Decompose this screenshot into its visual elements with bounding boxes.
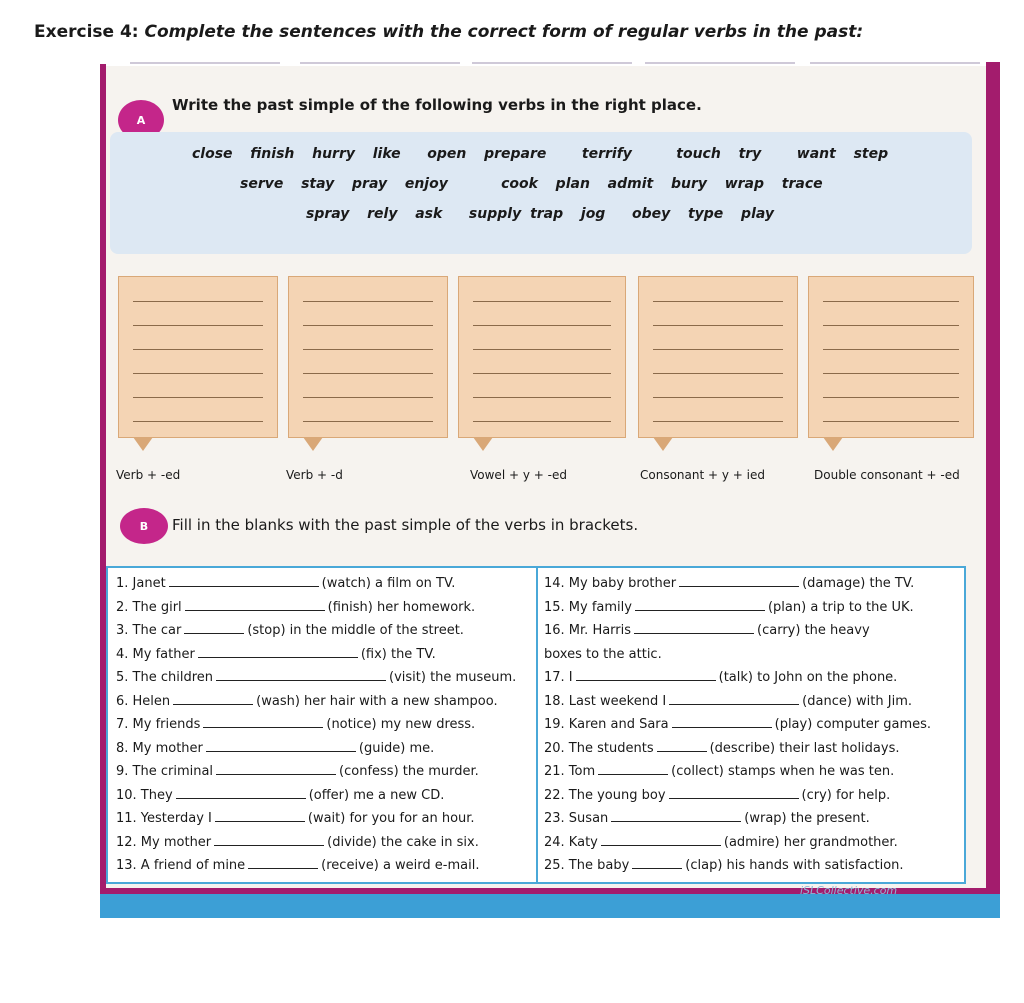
- sentence-row: [544, 666, 960, 690]
- sentence-row: [116, 619, 532, 643]
- word-bank-row: serve stay pray enjoy cook plan admit bury wrap trace: [240, 176, 823, 192]
- page-title: [34, 22, 863, 42]
- sentence-row: [116, 737, 532, 761]
- answer-blank[interactable]: [169, 574, 319, 587]
- sentence-row: [116, 854, 532, 878]
- sentence-rest: (offer) me a new CD.: [308, 787, 445, 803]
- category-label: Consonant + y + ied: [640, 468, 765, 482]
- sentence-row: [544, 690, 960, 714]
- sentence-row: [544, 713, 960, 737]
- answer-blank[interactable]: [657, 739, 707, 752]
- sentence-rest: (talk) to John on the phone.: [718, 670, 898, 685]
- sentence-row: [544, 784, 960, 808]
- sentence-rest: (finish) her homework.: [327, 599, 476, 615]
- sentence-subject: 2. The girl: [116, 599, 182, 615]
- sentence-rest: (collect) stamps when he was ten.: [671, 764, 895, 779]
- sentence-subject: 14. My baby brother: [544, 576, 677, 591]
- answer-blank[interactable]: [206, 739, 356, 752]
- sentence-subject: 6. Helen: [116, 693, 171, 709]
- column-divider: [536, 568, 538, 882]
- word-bank-row: close finish hurry like open prepare terrify touch try want step: [192, 146, 889, 162]
- answer-blank[interactable]: [669, 692, 799, 705]
- answer-blank[interactable]: [576, 668, 716, 681]
- sentence-rest: (divide) the cake in six.: [327, 834, 479, 850]
- sentence-subject: 8. My mother: [116, 740, 203, 756]
- sentence-row: [116, 784, 532, 808]
- answer-scroll[interactable]: [458, 276, 626, 438]
- answer-scroll[interactable]: [288, 276, 448, 438]
- answer-blank[interactable]: [598, 762, 668, 775]
- answer-blank[interactable]: [679, 574, 799, 587]
- sentences-right-column: [544, 572, 960, 878]
- sentence-rest: (carry) the heavy: [757, 623, 870, 638]
- answer-blank[interactable]: [632, 856, 682, 869]
- sentence-rest: (cry) for help.: [801, 787, 891, 803]
- sentence-subject: 16. Mr. Harris: [544, 623, 632, 638]
- sentence-rest: (visit) the museum.: [389, 670, 517, 685]
- sentence-row: [544, 807, 960, 831]
- sentence-rest: (guide) me.: [358, 740, 435, 756]
- sentence-rest: (admire) her grandmother.: [723, 834, 898, 850]
- section-b-badge: B: [120, 508, 168, 544]
- sentence-rest: (confess) the murder.: [339, 764, 479, 779]
- sentence-row: [116, 643, 532, 667]
- section-a-instruction: Write the past simple of the following verbs in the right place.: [172, 96, 702, 114]
- answer-blank[interactable]: [215, 809, 305, 822]
- sentence-rest: (wait) for you for an hour.: [307, 811, 475, 826]
- sentence-row: [116, 760, 532, 784]
- sentence-rest: (notice) my new dress.: [326, 717, 476, 732]
- sentence-subject: 20. The students: [544, 740, 654, 756]
- sentence-subject: 24. Katy: [544, 834, 598, 850]
- answer-blank[interactable]: [198, 645, 358, 658]
- sentence-row: [544, 737, 960, 761]
- answer-blank[interactable]: [185, 598, 325, 611]
- sentence-subject: 23. Susan: [544, 811, 609, 826]
- sentence-rest: (fix) the TV.: [360, 646, 436, 662]
- sentence-row: [116, 713, 532, 737]
- sentence-subject: 10. They: [116, 787, 173, 803]
- answer-blank[interactable]: [173, 692, 253, 705]
- sentences-left-column: [116, 572, 532, 878]
- sentence-subject: 17. I: [544, 670, 573, 685]
- sheet-top-border: [100, 58, 1000, 66]
- answer-blank[interactable]: [601, 833, 721, 846]
- sentence-row: [116, 807, 532, 831]
- answer-blank[interactable]: [634, 621, 754, 634]
- sentence-rest: (play) computer games.: [774, 717, 932, 732]
- answer-blank[interactable]: [176, 786, 306, 799]
- sentence-subject: 7. My friends: [116, 717, 201, 732]
- sentence-rest: (clap) his hands with satisfaction.: [685, 858, 904, 873]
- section-b-instruction: Fill in the blanks with the past simple of the verbs in brackets.: [172, 516, 639, 534]
- answer-blank[interactable]: [669, 786, 799, 799]
- watermark: iSLCollective.com: [800, 884, 898, 897]
- answer-blank[interactable]: [214, 833, 324, 846]
- sentence-rest: (describe) their last holidays.: [709, 740, 900, 756]
- sentence-subject: 9. The criminal: [116, 764, 214, 779]
- sentence-subject: 22. The young boy: [544, 787, 666, 803]
- answer-scroll[interactable]: [638, 276, 798, 438]
- answer-blank[interactable]: [216, 762, 336, 775]
- sentence-rest: (receive) a weird e-mail.: [321, 858, 480, 873]
- sentence-row: [544, 619, 960, 643]
- sentence-rest: (dance) with Jim.: [802, 693, 913, 709]
- sentence-row: [544, 854, 960, 878]
- sentence-subject: 5. The children: [116, 670, 214, 685]
- sentence-subject: 11. Yesterday I: [116, 811, 212, 826]
- category-label: Verb + -d: [286, 468, 343, 482]
- sentence-row: [116, 596, 532, 620]
- sentence-row: [544, 572, 960, 596]
- sentence-rest: (wash) her hair with a new shampoo.: [256, 693, 498, 709]
- answer-blank[interactable]: [184, 621, 244, 634]
- sentence-row: [544, 760, 960, 784]
- right-frame-bar: [986, 62, 1000, 914]
- sentence-subject: boxes to the attic.: [544, 646, 662, 662]
- sentence-rest: (plan) a trip to the UK.: [767, 599, 914, 615]
- sentence-row: [116, 666, 532, 690]
- sentence-rest: (stop) in the middle of the street.: [247, 623, 464, 638]
- answer-blank[interactable]: [203, 715, 323, 728]
- sentence-subject: 12. My mother: [116, 834, 212, 850]
- sentence-subject: 13. A friend of mine: [116, 858, 246, 873]
- sentence-row: [544, 596, 960, 620]
- sentence-row: [116, 572, 532, 596]
- answer-blank[interactable]: [216, 668, 386, 681]
- sentence-subject: 3. The car: [116, 623, 182, 638]
- bottom-blue-bar: [100, 894, 1000, 918]
- answer-blank[interactable]: [635, 598, 765, 611]
- answer-blank[interactable]: [248, 856, 318, 869]
- sentence-rest: (damage) the TV.: [802, 576, 915, 591]
- sentence-subject: 18. Last weekend I: [544, 693, 667, 709]
- title-rest: Complete the sentences with the correct form of regular verbs in the past:: [144, 22, 864, 42]
- section-a-badge: A: [118, 100, 164, 140]
- answer-scroll[interactable]: [808, 276, 974, 438]
- sentence-subject: 19. Karen and Sara: [544, 717, 669, 732]
- sentence-row: [544, 831, 960, 855]
- answer-blank[interactable]: [611, 809, 741, 822]
- sentence-row: [544, 643, 960, 667]
- sentence-row: [116, 831, 532, 855]
- sentence-subject: 1. Janet: [116, 576, 166, 591]
- category-label: Double consonant + -ed: [814, 468, 960, 482]
- sentence-subject: 15. My family: [544, 599, 632, 615]
- word-bank-row: spray rely ask supply trap jog obey type play: [306, 206, 775, 222]
- answer-scroll[interactable]: [118, 276, 278, 438]
- sentence-rest: (watch) a film on TV.: [321, 576, 456, 591]
- sentence-rest: (wrap) the present.: [744, 811, 870, 826]
- category-label: Vowel + y + -ed: [470, 468, 567, 482]
- answer-blank[interactable]: [672, 715, 772, 728]
- sentence-subject: 4. My father: [116, 646, 195, 662]
- category-label: Verb + -ed: [116, 468, 181, 482]
- sentence-subject: 21. Tom: [544, 764, 596, 779]
- sentence-row: [116, 690, 532, 714]
- title-lead: Exercise 4:: [34, 22, 139, 42]
- sentence-subject: 25. The baby: [544, 858, 630, 873]
